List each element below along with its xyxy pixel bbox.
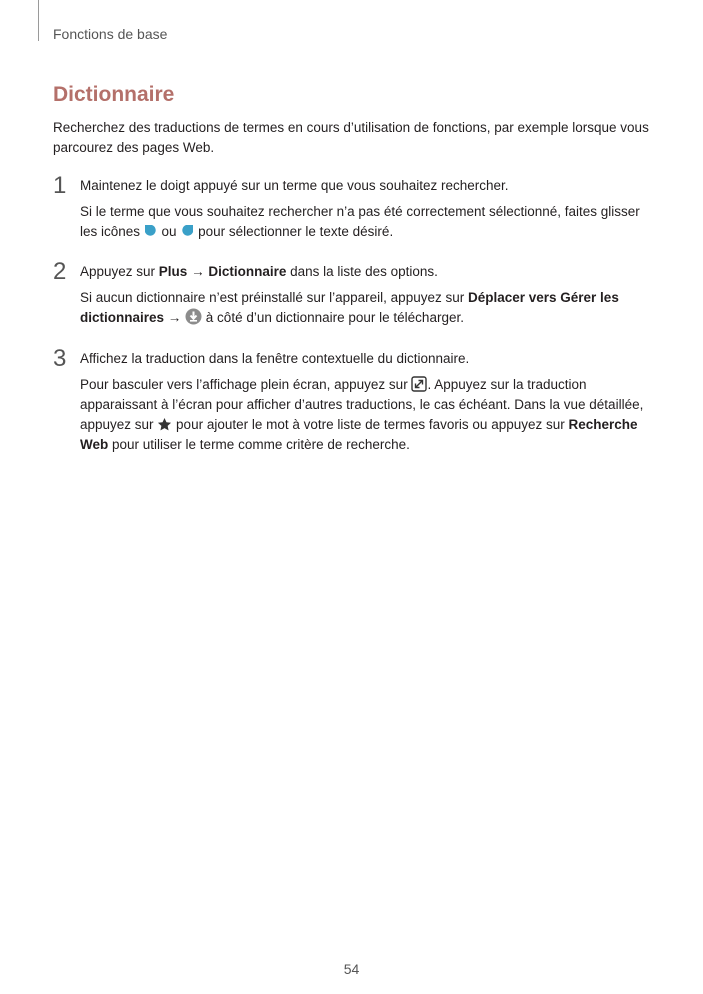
detail-text: Si aucun dictionnaire n’est préinstallé sur l’appareil, appuyez sur — [80, 290, 468, 305]
step-instruction — [80, 262, 655, 282]
instruction-text: dans la liste des options. — [286, 264, 438, 279]
arrow: → — [187, 264, 209, 279]
detail-text: Pour basculer vers l’affichage plein écran, appuyez sur — [80, 377, 412, 392]
step-number: 1 — [53, 172, 67, 199]
step-number: 2 — [53, 258, 67, 285]
selection-handle-left-icon — [144, 224, 158, 239]
intro-text: Recherchez des traductions de termes en cours d’utilisation de fonctions, par exemple lorsque vous parcourez des pages Web. — [53, 120, 649, 155]
detail-text: ou — [157, 224, 181, 239]
page-title: Dictionnaire — [53, 83, 175, 106]
step-instruction: Affichez la traduction dans la fenêtre contextuelle du dictionnaire. — [80, 351, 470, 366]
step-number: 3 — [53, 345, 67, 372]
detail-text: pour sélectionner le texte désiré. — [194, 224, 394, 239]
header-rule — [38, 0, 39, 41]
option-recherche-web: Recherche Web — [80, 417, 638, 452]
detail-text: pour utiliser le terme comme critère de recherche. — [108, 437, 410, 452]
instruction-text: Appuyez sur — [80, 264, 159, 279]
option-manage-dictionaries: Déplacer vers Gérer les dictionnaires — [80, 290, 619, 325]
arrow: → — [164, 310, 186, 325]
expand-icon — [411, 376, 427, 392]
menu-option-plus: Plus — [158, 264, 188, 279]
selection-handle-right-icon — [180, 224, 194, 239]
step-detail — [80, 375, 655, 455]
detail-text: à côté d’un dictionnaire pour le télécharger. — [202, 310, 464, 325]
download-icon — [185, 308, 202, 325]
page-number: 54 — [343, 961, 360, 977]
star-icon — [157, 417, 172, 432]
detail-text: . Appuyez sur la traduction apparaissant à l’écran pour afficher d’autres traductions, le cas échéant. Dans la vue détaillée, appuyez sur — [80, 377, 644, 432]
menu-option-dictionnaire: Dictionnaire — [208, 264, 287, 279]
step-instruction: Maintenez le doigt appuyé sur un terme que vous souhaitez rechercher. — [80, 178, 509, 193]
section-label: Fonctions de base — [53, 26, 168, 42]
step-detail — [80, 288, 655, 328]
detail-text: Si le terme que vous souhaitez rechercher n’a pas été correctement sélectionné, faites glisser les icônes — [80, 204, 640, 239]
detail-text: pour ajouter le mot à votre liste de termes favoris ou appuyez sur — [172, 417, 569, 432]
step-detail — [80, 202, 655, 242]
